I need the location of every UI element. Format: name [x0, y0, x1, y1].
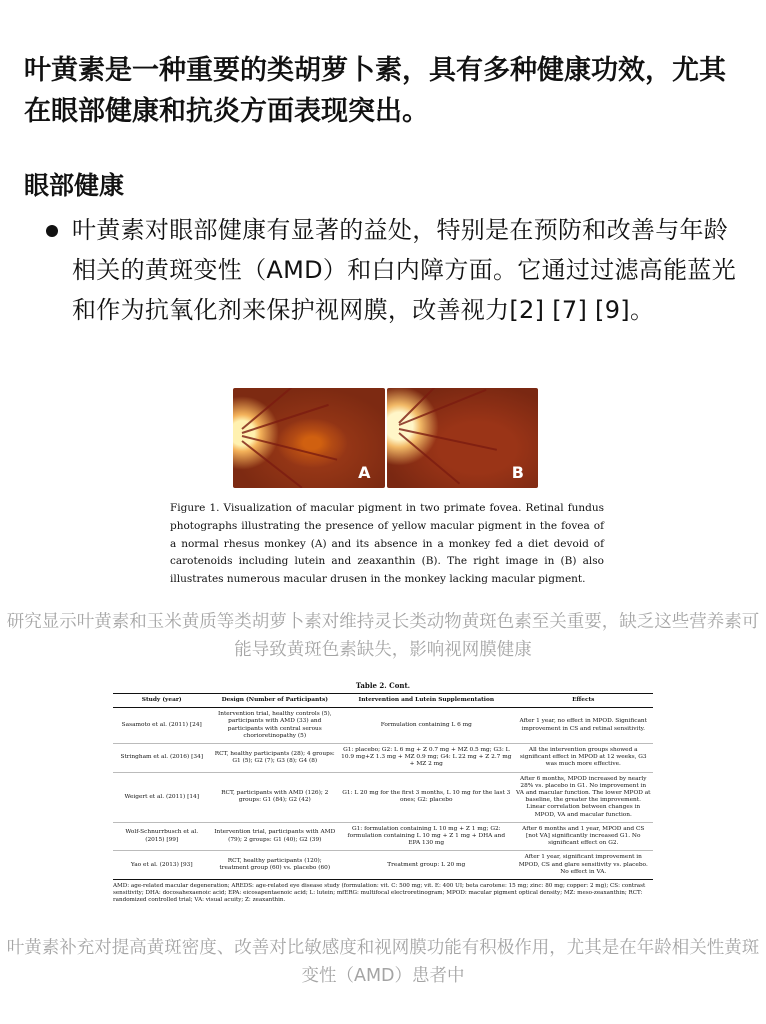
- table-row: [113, 744, 653, 773]
- table-cell: After 1 year, no effect in MPOD. Significant improvement in CS and retinal sensitivity.: [514, 708, 653, 744]
- table-header-cell: Design (Number of Participants): [210, 694, 339, 708]
- bullet-text: 叶黄素对眼部健康有显著的益处，特别是在预防和改善与年龄相关的黄斑变性（AMD）和白内障方面。它通过过滤高能蓝光和作为抗氧化剂来保护视网膜，改善视力[2] [7] [9]。: [72, 216, 737, 324]
- table-cell: G1: L 20 mg for the first 3 months, L 10 mg for the last 3 ones; G2: placebo: [339, 772, 513, 822]
- table-cell: G1: formulation containing L 10 mg + Z 1 mg; G2: formulation containing L 10 mg + Z 1 mg + DHA and EPA 130 mg: [339, 822, 513, 851]
- table-cell: Treatment group: L 20 mg: [339, 851, 513, 880]
- table-cell: After 6 months and 1 year, MPOD and CS [not VA] significantly increased G1. No significant effect on G2.: [514, 822, 653, 851]
- fundus-figure: [233, 388, 538, 488]
- table-cell: Weigert et al. (2011) [14]: [113, 772, 210, 822]
- table-cell: Formulation containing L 6 mg: [339, 708, 513, 744]
- table-cell: Intervention trial, healthy controls (5), participants with AMD (33) and participants with central serous chorioretinopathy (5): [210, 708, 339, 744]
- table-cell: After 1 year, significant improvement in MPOD, CS and glare sensitivity vs. placebo. No effect in VA.: [514, 851, 653, 880]
- table-row: [113, 822, 653, 851]
- table-cell: After 6 months, MPOD increased by nearly 28% vs. placebo in G1. No improvement in VA and macular function. The lower MPOD at baseline, the greater the improvement. Linear correlation between changes in MPOD, VA and macular function.: [514, 772, 653, 822]
- table-cell: RCT, healthy participants (120); treatment group (60) vs. placebo (60): [210, 851, 339, 880]
- panel-label-a: A: [358, 463, 371, 482]
- study-table-figure: [113, 681, 653, 905]
- table-header-cell: Effects: [514, 694, 653, 708]
- table-cell: Wolf-Schnurrbusch et al. (2015) [99]: [113, 822, 210, 851]
- table-header-cell: Study (year): [113, 694, 210, 708]
- table-cell: Intervention trial, participants with AMD (79); 2 groups: G1 (40); G2 (39): [210, 822, 339, 851]
- panel-label-b: B: [511, 463, 524, 482]
- table-footnote: AMD: age-related macular degeneration; AREDS: age-related eye disease study (formulation: vit. C: 500 mg; vit. E: 400 UI; beta carotene: 15 mg; zinc: 80 mg; copper: 2 mg); CS: contrast sensitivity; DHA: docosahexaenoic acid; EPA: eicosapentaenoic acid; L: lutein; mfERG: multifocal electroretinogram; MPOD: macular pigment optical density; MZ: meso-zeaxanthin; RCT: randomized controlled trial; VA: visual acuity; Z: zeaxanthin.: [113, 883, 646, 904]
- bullet-dot-icon: [46, 225, 58, 237]
- table-cell: Sasamoto et al. (2011) [24]: [113, 708, 210, 744]
- figure-caption: Figure 1. Visualization of macular pigment in two primate fovea. Retinal fundus photographs illustrating the presence of yellow macular pigment in the fovea of a normal rhesus monkey (A) and its absence in a monkey fed a diet devoid of carotenoids including lutein and zeaxanthin (B). The right image in (B) also illustrates numerous macular drusen in the monkey lacking macular pigment.: [170, 502, 604, 586]
- fundus-photo-b: [387, 388, 539, 488]
- table-cell: Yao et al. (2013) [93]: [113, 851, 210, 880]
- bullet-item: [24, 210, 746, 330]
- fundus-photo-a: [233, 388, 385, 488]
- table-cell: All the intervention groups showed a significant effect in MPOD at 12 weeks, G3 was much more effective.: [514, 744, 653, 773]
- table-cell: RCT, participants with AMD (126); 2 groups: G1 (84); G2 (42): [210, 772, 339, 822]
- table-header-cell: Intervention and Lutein Supplementation: [339, 694, 513, 708]
- table-cell: RCT, healthy participants (28); 4 groups: G1 (5); G2 (7); G3 (8); G4 (8): [210, 744, 339, 773]
- table-row: [113, 851, 653, 880]
- table-title: Table 2. Cont.: [355, 681, 411, 690]
- study-table: [113, 693, 653, 880]
- table-cell: Stringham et al. (2016) [34]: [113, 744, 210, 773]
- table-cell: G1: placebo; G2: L 6 mg + Z 0.7 mg + MZ 0.5 mg; G3: L 10.9 mg+Z 1.3 mg + MZ 0.9 mg; G4: L 22 mg + Z 2.7 mg + MZ 2 mg: [339, 744, 513, 773]
- intro-paragraph: 叶黄素是一种重要的类胡萝卜素，具有多种健康功效，尤其在眼部健康和抗炎方面表现突出。: [24, 55, 726, 127]
- section-heading: 眼部健康: [24, 171, 125, 200]
- note-text: 叶黄素补充对提高黄斑密度、改善对比敏感度和视网膜功能有积极作用，尤其是在年龄相关性黄斑变性（AMD）患者中: [6, 938, 760, 986]
- note-text: 研究显示叶黄素和玉米黄质等类胡萝卜素对维持灵长类动物黄斑色素至关重要，缺乏这些营养素可能导致黄斑色素缺失，影响视网膜健康: [6, 612, 760, 660]
- table-row: [113, 708, 653, 744]
- table-row: [113, 772, 653, 822]
- table-header-row: [113, 694, 653, 708]
